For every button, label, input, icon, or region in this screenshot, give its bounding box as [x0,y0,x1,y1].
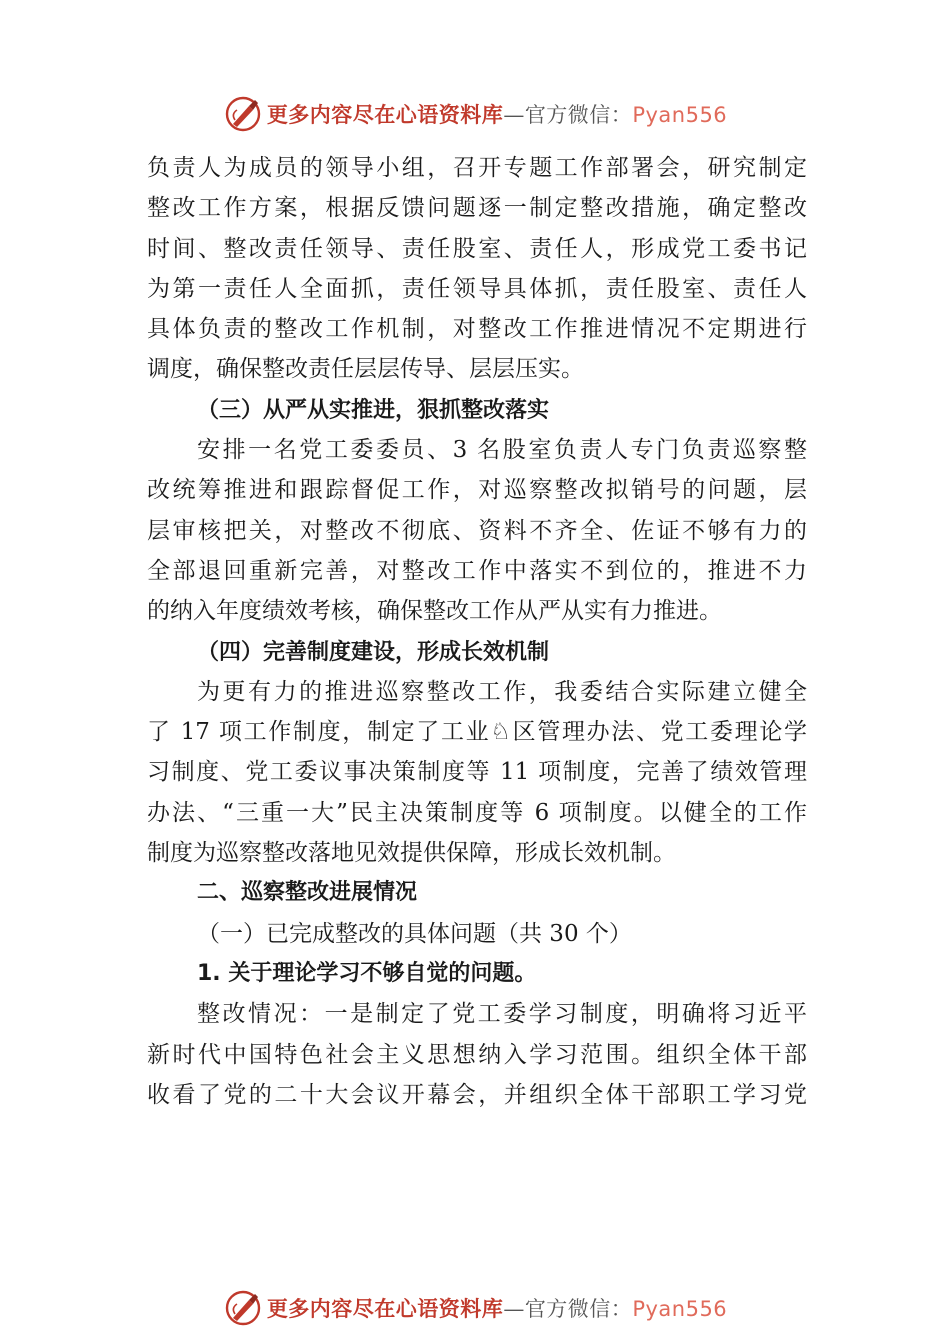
body-line: 了 17 项工作制度，制定了工业♘区管理办法、党工委理论学 [147,719,807,746]
body-line: 整改情况：一是制定了党工委学习制度，明确将习近平 [197,1001,807,1028]
body-line: 收看了党的二十大会议开幕会，并组织全体干部职工学习党 [147,1081,807,1108]
body-line: 为第一责任人全面抓，责任领导具体抓，责任股室、责任人 [147,275,807,302]
header-banner [0,92,950,136]
brand-name: 更多内容尽在心语资料库 [266,1296,504,1321]
pen-logo-icon [223,1288,263,1328]
banner-dash: — [503,103,525,127]
wechat-handle: Pyan556 [632,1297,728,1321]
official-wechat-label: 官方微信： [524,1297,633,1321]
banner-dash: — [503,1297,525,1321]
official-wechat-label: 官方微信： [524,103,633,127]
chapter-heading-2: 二、巡察整改进展情况 [197,880,418,906]
section-heading-3: （三）从严从实推进，狠抓整改落实 [197,396,550,423]
body-line: 层审核把关，对整改不彻底、资料不齐全、佐证不够有力的 [147,517,807,544]
brand-name: 更多内容尽在心语资料库 [266,102,504,127]
banner-text [267,1293,727,1323]
document-body [147,148,807,1115]
body-line: 的纳入年度绩效考核，确保整改工作从严从实有力推进。 [147,598,722,625]
body-line: 习制度、党工委议事决策制度等 11 项制度，完善了绩效管理 [147,759,807,786]
section-heading-4: （四）完善制度建设，形成长效机制 [197,638,550,665]
body-line: 为更有力的推进巡察整改工作，我委结合实际建立健全 [197,678,807,705]
body-line: 办法、“三重一大”民主决策制度等 6 项制度。以健全的工作 [147,799,807,826]
body-line: 新时代中国特色社会主义思想纳入学习范围。组织全体干部 [147,1041,807,1068]
wechat-handle: Pyan556 [632,103,728,127]
body-line: 调度，确保整改责任层层传导、层层压实。 [147,356,584,383]
body-line: 安排一名党工委委员、3 名股室负责人专门负责巡察整 [197,437,807,464]
body-line: 制度为巡察整改落地见效提供保障，形成长效机制。 [147,840,676,867]
footer-banner [0,1286,950,1330]
body-line: 全部退回重新完善，对整改工作中落实不到位的，推进不力 [147,557,807,584]
body-line: 时间、整改责任领导、责任股室、责任人，形成党工委书记 [147,235,807,262]
subsection-heading-1: （一）已完成整改的具体问题（共 30 个） [197,920,632,947]
body-line: 改统筹推进和跟踪督促工作，对巡察整改拟销号的问题，层 [147,477,807,504]
issue-heading-1: 1. 关于理论学习不够自觉的问题。 [197,960,537,986]
body-line: 具体负责的整改工作机制，对整改工作推进情况不定期进行 [147,316,807,343]
body-line: 负责人为成员的领导小组，召开专题工作部署会，研究制定 [147,155,807,181]
pen-logo-icon [223,94,263,134]
body-line: 整改工作方案，根据反馈问题逐一制定整改措施，确定整改 [147,195,807,222]
banner-text [267,99,727,129]
